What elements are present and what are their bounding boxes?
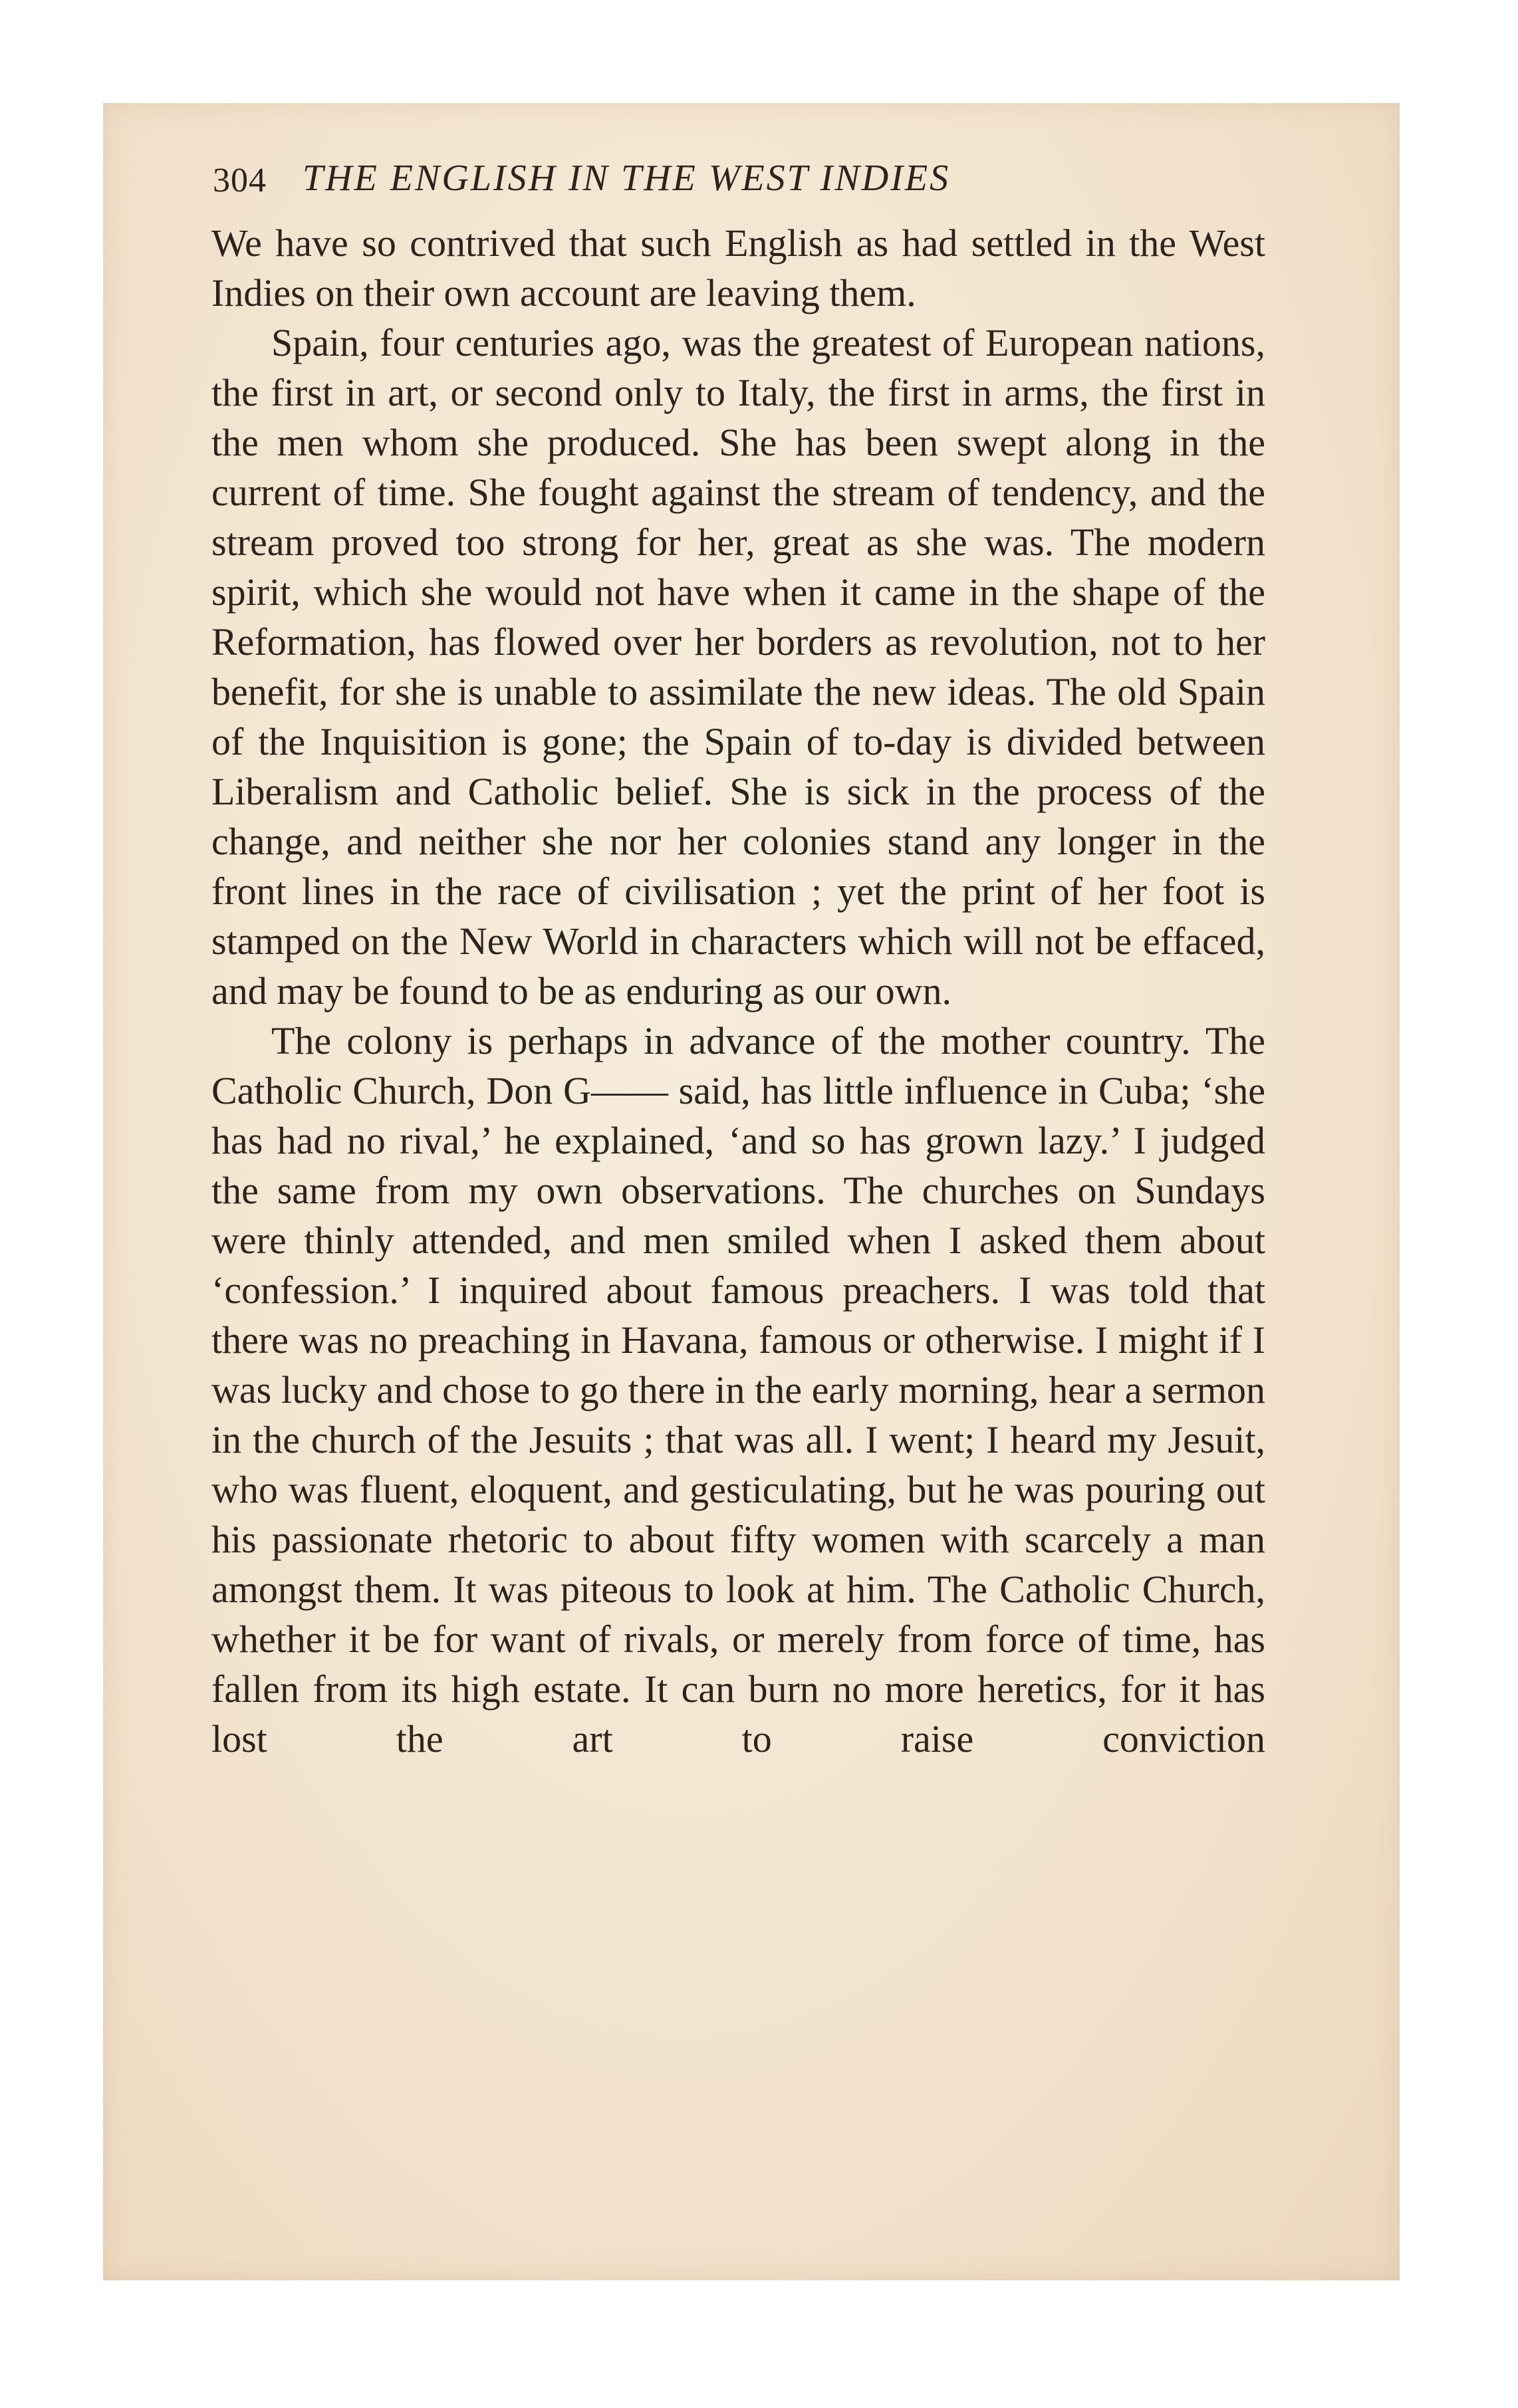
paragraph-1: We have so contrived that such English as had settled in the West Indies on their own account are leaving them.: [211, 221, 1265, 314]
paragraph-3: The colony is perhaps in advance of the mother country. The Catholic Church, Don G—— said, has little influence in Cuba; ‘she has had no rival,’ he explained, ‘and so has grown lazy.’ I judged the same from my own observations. The churches on Sundays were thinly attended, and men smiled when I asked them about ‘confession.’ I inquired about famous preachers. I was told that there was no preaching in Havana, famous or otherwise. I might if I was lucky and chose to go there in the early morning, hear a sermon in the church of the Jesuits ; that was all. I went; I heard my Jesuit, who was fluent, eloquent, and gesticulating, but he was pouring out his passionate rhetoric to about fifty women with scarcely a man amongst them. It was piteous to look at him. The Catholic Church, whether it be for want of rivals, or merely from force of time, has fallen from its high estate. It can burn no more heretics, for it has lost the art to raise conviction: [211, 1019, 1265, 1760]
body-text: [211, 218, 1265, 1764]
paragraph-2: Spain, four centuries ago, was the greatest of European nations, the first in art, or second only to Italy, the first in arms, the first in the men whom she produced. She has been swept along in the current of time. She fought against the stream of tendency, and the stream proved too strong for her, great as she was. The modern spirit, which she would not have when it came in the shape of the Reformation, has flowed over her borders as revolution, not to her benefit, for she is unable to assimilate the new ideas. The old Spain of the Inquisition is gone; the Spain of to-day is divided between Liberalism and Catholic belief. She is sick in the process of the change, and neither she nor her colonies stand any longer in the front lines in the race of civilisation ; yet the print of her foot is stamped on the New World in characters which will not be effaced, and may be found to be as enduring as our own.: [211, 321, 1265, 1013]
page-header: [213, 153, 1250, 213]
running-head: THE ENGLISH IN THE WEST INDIES: [303, 158, 951, 199]
page-number: 304: [213, 162, 267, 199]
